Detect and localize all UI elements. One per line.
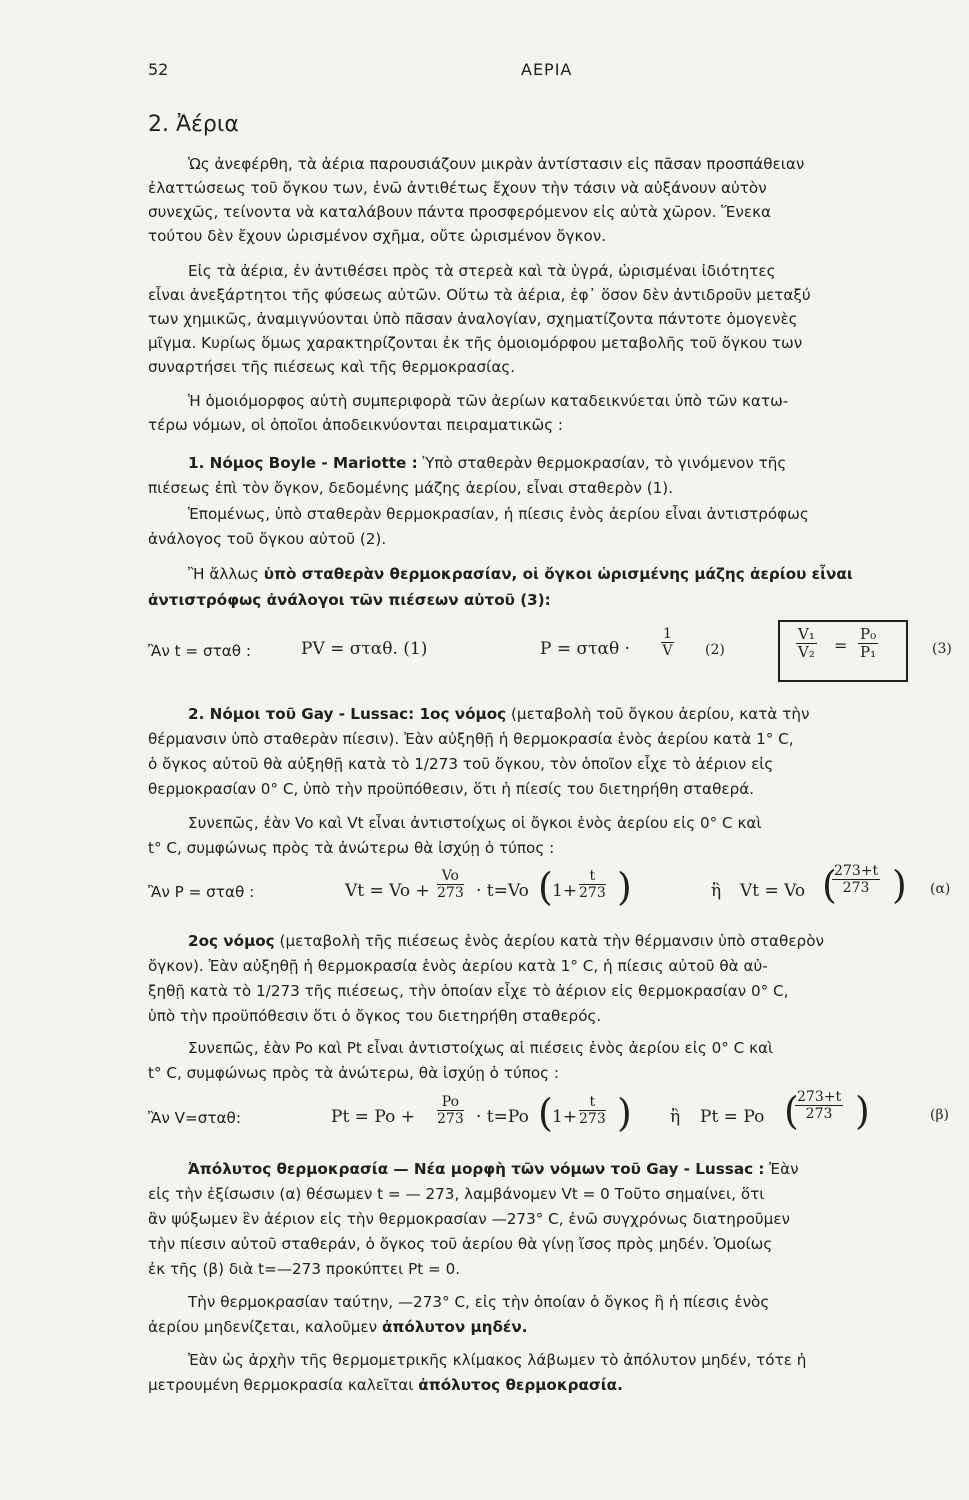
formula-b-mid: · t=Po <box>476 1107 529 1127</box>
gl2-line <box>188 934 824 949</box>
formula-b-tag: (β) <box>930 1107 950 1123</box>
fraction-numerator: Vo <box>437 869 464 885</box>
fraction-numerator: 1 <box>663 626 672 642</box>
gl-heading: 2. Νόμοι τοῦ Gay - Lussac: 1ος νόμος <box>188 705 507 723</box>
formula-b-condition: Ἂν V=σταθ: <box>148 1109 241 1127</box>
absolute-line <box>148 1320 527 1335</box>
boyle-line: ἀνάλογος τοῦ ὄγκου αὐτοῦ (2). <box>148 530 387 548</box>
fraction-denominator: P₁ <box>860 643 877 661</box>
fraction-denominator: 273 <box>437 1111 464 1127</box>
boyle-bold-text: ὑπὸ σταθερὰν θερμοκρασίαν, οἱ ὄγκοι ὡρισμένης μάζης ἀερίου εἶναι <box>263 565 853 583</box>
formula-b-lhs: Pt = Po + <box>331 1107 415 1127</box>
boyle-line: Ἑπομένως, ὑπὸ σταθερὰν θερμοκρασίαν, ἡ πίεσις ἑνὸς ἀερίου εἶναι ἀντιστρόφως <box>188 505 809 523</box>
formula-a-paren-close: ) <box>892 863 907 907</box>
fraction-numerator: P₀ <box>860 625 877 643</box>
absolute-text: ἀερίου μηδενίζεται, καλοῦμεν <box>148 1318 378 1336</box>
formula-2-tag: (2) <box>705 642 725 658</box>
fraction-numerator: V₁ <box>798 625 815 643</box>
formula-2-fraction <box>661 627 674 658</box>
gl2-line: t° C, συμφώνως πρὸς τὰ ἀνώτερω, θὰ ἰσχύῃ ὁ τύπος : <box>148 1064 560 1082</box>
gl-text: (μεταβολὴ τοῦ ὄγκου ἀερίου, κατὰ τὴν <box>510 705 810 723</box>
intro-line: Ἡ ὁμοιόμορφος αὐτὴ συμπεριφορὰ τῶν ἀερίων καταδεικνύεται ὑπὸ τῶν κατω- <box>188 392 789 410</box>
gl-line: θερμοκρασίαν 0° C, ὑπὸ τὴν προϋπόθεσιν, ὅτι ἡ πίεσίς του διετηρήθη σταθερά. <box>148 780 755 798</box>
boyle-bold-line: ἀντιστρόφως ἀνάλογοι τῶν πιέσεων αὐτοῦ (3): <box>148 591 551 609</box>
boyle-text: Ὑπὸ σταθερὰν θερμοκρασίαν, τὸ γινόμενον τῆς <box>422 454 787 472</box>
formula-b-fraction-3 <box>795 1090 843 1121</box>
formula-b-paren-open: ( <box>784 1089 799 1133</box>
formula-b-fraction-1 <box>437 1095 464 1126</box>
absolute-heading: Ἀπόλυτος θερμοκρασία — Νέα μορφὴ τῶν νόμων τοῦ Gay - Lussac : <box>188 1160 765 1178</box>
formula-a-or: ἢ <box>711 881 722 901</box>
intro-line: μῖγμα. Κυρίως ὅμως χαρακτηρίζονται ἐκ τῆς ὁμοιομόρφου μεταβολῆς τοῦ ὄγκου των <box>148 334 803 352</box>
boyle-line: πιέσεως ἐπὶ τὸν ὄγκον, δεδομένης μάζης ἀερίου, εἶναι σταθερὸν (1). <box>148 479 674 497</box>
gl2-line: ξηθῇ κατὰ τὸ 1/273 τῆς πιέσεως, τὴν ὁποίαν εἶχε τὸ ἀέριον εἰς θερμοκρασίαν 0° C, <box>148 982 789 1000</box>
intro-line: εἶναι ἀνεξάρτητοι τῆς φύσεως αὐτῶν. Οὕτω τὰ ἀέρια, ἐφ᾽ ὅσον δὲν ἀντιδροῦν μεταξύ <box>148 286 811 304</box>
gl2-line: ὄγκον). Ἐὰν αὐξηθῇ ἡ θερμοκρασία ἑνὸς ἀερίου κατὰ 1° C, ἡ πίεσις αὐτοῦ θὰ αὐ- <box>148 957 768 975</box>
absolute-bold-text: ἀπόλυτον μηδέν. <box>381 1318 528 1336</box>
formula-a-condition: Ἂν P = σταθ : <box>148 883 255 901</box>
intro-line: συναρτήσει τῆς πιέσεως καὶ τῆς θερμοκρασίας. <box>148 358 516 376</box>
intro-line: ἐλαττώσεως τοῦ ὄγκου των, ἐνῶ ἀντιθέτως ἔχουν τὴν τάσιν νὰ αὐξάνουν αὐτὸν <box>148 179 767 197</box>
formula-condition: Ἂν t = σταθ : <box>148 642 251 660</box>
formula-b-paren-close: ) <box>617 1091 632 1135</box>
formula-a-mid: · t=Vo <box>476 881 529 901</box>
formula-a-paren-close: ) <box>617 865 632 909</box>
fraction-denominator: V₂ <box>798 643 815 661</box>
fraction-numerator: 273+t <box>797 1089 842 1105</box>
formula-3-box <box>778 620 908 682</box>
intro-line: συνεχῶς, τείνοντα νὰ καταλάβουν πάντα προσφερόμενον εἰς αὐτὰ χῶρον. Ἕνεκα <box>148 203 772 221</box>
fraction-denominator: 273 <box>842 880 870 896</box>
absolute-line: Τὴν θερμοκρασίαν ταύτην, —273° C, εἰς τὴν ὁποίαν ὁ ὄγκος ἢ ἡ πίεσις ἑνὸς <box>188 1293 770 1311</box>
gl-line <box>188 707 809 722</box>
absolute-line: εἰς τὴν ἐξίσωσιν (α) θέσωμεν t = — 273, λαμβάνομεν Vt = 0 Τοῦτο σημαίνει, ὅτι <box>148 1185 765 1203</box>
fraction-numerator: t <box>579 869 606 885</box>
gl-line: Συνεπῶς, ἐὰν Vo καὶ Vt εἶναι ἀντιστοίχως οἱ ὄγκοι ἑνὸς ἀερίου εἰς 0° C καὶ <box>188 814 762 832</box>
formula-a-fraction-1 <box>437 869 464 900</box>
absolute-line <box>188 1162 799 1177</box>
formula-b-or: ἢ <box>670 1107 681 1127</box>
fraction-denominator: 273 <box>805 1106 833 1122</box>
fraction-denominator: 273 <box>579 1111 606 1127</box>
box-equals: = <box>834 636 848 655</box>
boyle-line <box>188 567 853 582</box>
absolute-line: ἐκ τῆς (β) διὰ t=—273 προκύπτει Pt = 0. <box>148 1260 461 1278</box>
boyle-heading: 1. Νόμος Boyle - Mariotte : <box>188 454 418 472</box>
gl-line: θέρμανσιν ὑπὸ σταθερὰν πίεσιν). Ἐὰν αὐξηθῇ ἡ θερμοκρασία ἑνὸς ἀερίου κατὰ 1° C, <box>148 730 794 748</box>
gl2-line: Συνεπῶς, ἐὰν Po καὶ Pt εἶναι ἀντιστοίχως αἱ πιέσεις ἑνὸς ἀερίου εἰς 0° C καὶ <box>188 1039 774 1057</box>
formula-a-paren-open: ( <box>822 863 837 907</box>
gl2-line: ὑπὸ τὴν προϋπόθεσιν ὅτι ὁ ὄγκος του διετηρήθη σταθερός. <box>148 1007 602 1025</box>
formula-b-paren-close: ) <box>855 1089 870 1133</box>
absolute-line: Ἐὰν ὡς ἀρχὴν τῆς θερμομετρικῆς κλίμακος λάβωμεν τὸ ἀπόλυτον μηδέν, τότε ἡ <box>188 1351 807 1369</box>
gl2-heading: 2ος νόμος <box>188 932 275 950</box>
intro-line: τέρω νόμων, οἱ ὁποῖοι ἀποδεικνύονται πειραματικῶς : <box>148 416 564 434</box>
intro-line: Εἰς τὰ ἀέρια, ἐν ἀντιθέσει πρὸς τὰ στερεὰ καὶ τὰ ὑγρά, ὡρισμέναι ἰδιότητες <box>188 262 776 280</box>
formula-3-tag: (3) <box>932 641 952 657</box>
page-number: 52 <box>148 60 169 79</box>
gl-line: t° C, συμφώνως πρὸς τὰ ἀνώτερω θὰ ἰσχύῃ ὁ τύπος : <box>148 839 555 857</box>
box-fraction-volume <box>796 627 817 660</box>
absolute-line: ἂν ψύξωμεν ἓν ἀέριον εἰς τὴν θερμοκρασίαν —273° C, ἐνῶ συγχρόνως διατηροῦμεν <box>148 1210 791 1228</box>
running-title: ΑΕΡΙΑ <box>521 60 573 79</box>
formula-a-fraction-2 <box>579 869 606 900</box>
formula-a-lhs: Vt = Vo + <box>345 881 430 901</box>
fraction-denominator: V <box>662 643 673 659</box>
absolute-line: τὴν πίεσιν αὐτοῦ σταθεράν, ὁ ὄγκος τοῦ ἀερίου θὰ γίνῃ ἴσος πρὸς μηδέν. Ὁμοίως <box>148 1235 773 1253</box>
formula-b-rhs: Pt = Po <box>700 1107 765 1127</box>
absolute-line <box>148 1378 623 1393</box>
boyle-line <box>188 456 786 471</box>
boyle-text: Ἢ ἄλλως <box>188 565 259 583</box>
formula-b-one-plus: 1+ <box>552 1107 578 1127</box>
fraction-numerator: t <box>579 1095 606 1111</box>
absolute-bold-text: ἀπόλυτος θερμοκρασία. <box>418 1376 623 1394</box>
fraction-numerator: Po <box>437 1095 464 1111</box>
formula-b-fraction-2 <box>579 1095 606 1126</box>
formula-a-one-plus: 1+ <box>552 881 578 901</box>
formula-a-tag: (α) <box>930 881 951 897</box>
formula-a-paren-open: ( <box>538 865 553 909</box>
intro-line: των χημικῶς, ἀναμιγνύονται ὑπὸ πᾶσαν ἀναλογίαν, σχηματίζοντα πάντοτε ὁμογενὲς <box>148 310 798 328</box>
intro-line: Ὡς ἀνεφέρθη, τὰ ἀέρια παρουσιάζουν μικρὰν ἀντίστασιν εἰς πᾶσαν προσπάθειαν <box>188 155 805 173</box>
gl2-text: (μεταβολὴ τῆς πιέσεως ἑνὸς ἀερίου κατὰ τὴν θέρμανσιν ὑπὸ σταθερὸν <box>279 932 824 950</box>
absolute-text: μετρουμένη θερμοκρασία καλεῖται <box>148 1376 414 1394</box>
box-fraction-pressure <box>858 627 878 660</box>
formula-1: PV = σταθ. (1) <box>301 639 428 659</box>
formula-a-fraction-3 <box>832 864 880 895</box>
fraction-denominator: 273 <box>437 885 464 901</box>
formula-2-lhs: P = σταθ · <box>540 639 631 659</box>
formula-b-paren-open: ( <box>538 1091 553 1135</box>
gl-line: ὁ ὄγκος αὐτοῦ θὰ αὐξηθῇ κατὰ τὸ 1/273 τοῦ ὄγκου, τὸν ὁποῖον εἶχε τὸ ἀέριον εἰς <box>148 755 774 773</box>
intro-line: τούτου δὲν ἔχουν ὡρισμένον σχῆμα, οὔτε ὡρισμένον ὄγκον. <box>148 227 607 245</box>
fraction-denominator: 273 <box>579 885 606 901</box>
section-title: 2. Ἀέρια <box>148 112 239 137</box>
formula-a-rhs: Vt = Vo <box>740 881 806 901</box>
fraction-numerator: 273+t <box>834 863 879 879</box>
absolute-text: Ἐὰν <box>769 1160 799 1178</box>
